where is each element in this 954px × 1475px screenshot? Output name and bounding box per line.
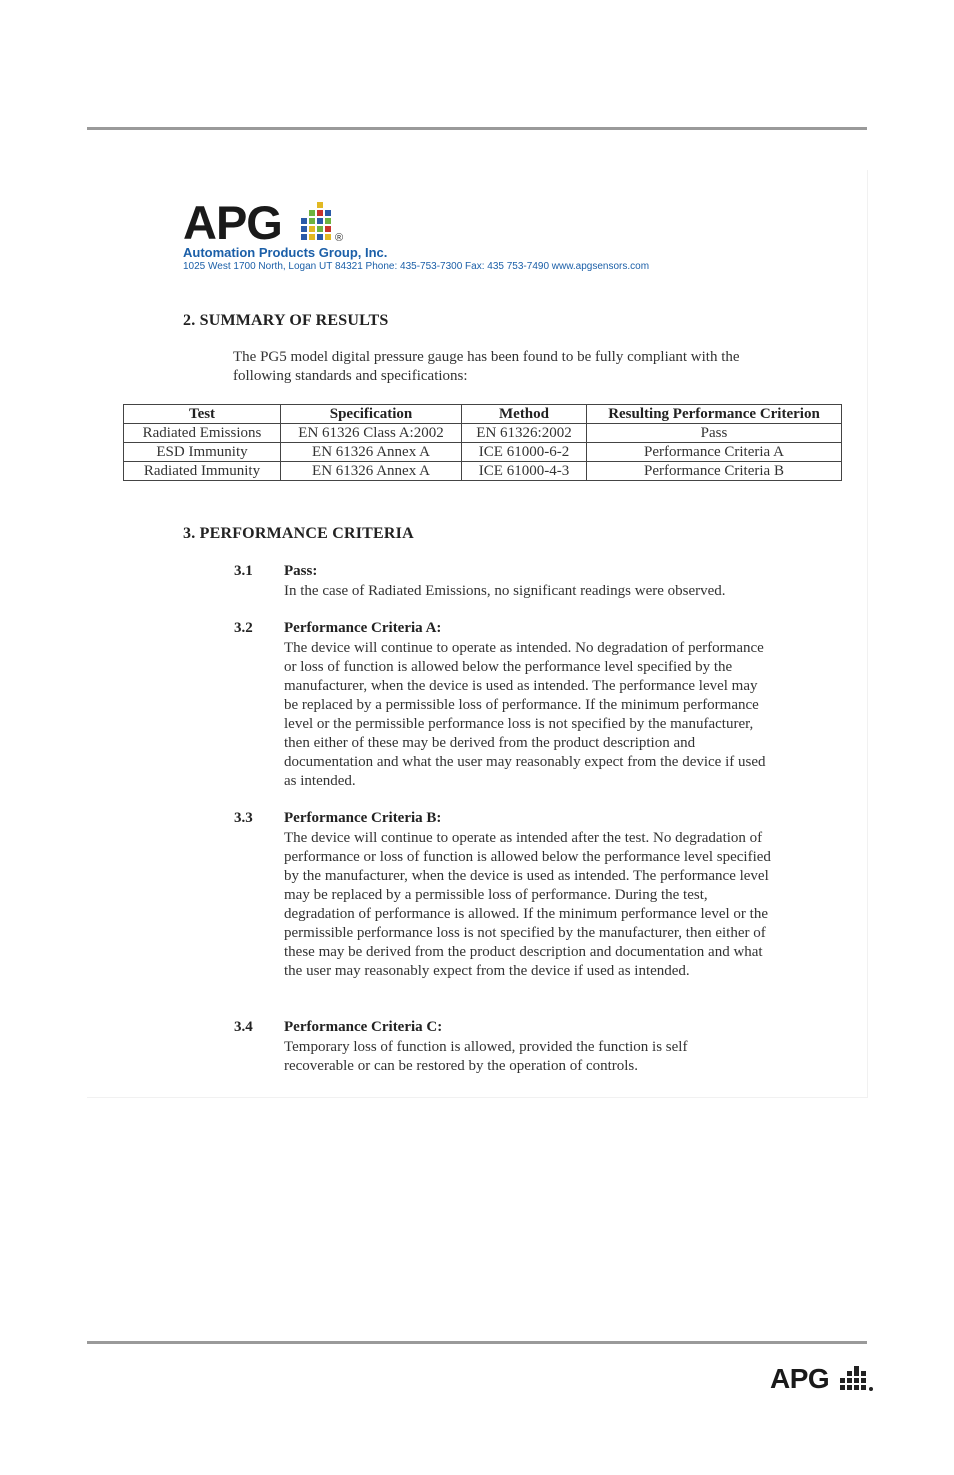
column-header: Method xyxy=(462,405,587,424)
item-number: 3.4 xyxy=(234,1019,253,1035)
apg-letterhead xyxy=(183,198,703,276)
item-body: Temporary loss of function is allowed, provided the function is self recoverable or can be restored by the operation of controls. xyxy=(284,1039,688,1074)
table-cell: ICE 61000-6-2 xyxy=(462,443,587,462)
item-body: In the case of Radiated Emissions, no significant readings were observed. xyxy=(284,583,726,599)
results-table xyxy=(123,404,842,481)
item-body: The device will continue to operate as intended after the test. No degradation of performance or loss of function is allowed below the performance level specified by the manufacturer, when the device is used as intended. The performance level may be replaced by a permissible loss of performance. During the test, degradation of performance is allowed. If the minimum performance level or the permissible performance loss is not specified by the manufacturer, then either of these may be derived from the product description and documentation and what the user may reasonably expect from the device if used as intended. xyxy=(284,830,771,979)
table-cell: EN 61326 Annex A xyxy=(281,462,462,481)
table-cell: Performance Criteria A xyxy=(587,443,842,462)
table-cell: EN 61326 Annex A xyxy=(281,443,462,462)
table-cell: Radiated Emissions xyxy=(124,424,281,443)
column-header: Specification xyxy=(281,405,462,424)
section-2-heading: 2. SUMMARY OF RESULTS xyxy=(183,312,389,329)
item-title: Performance Criteria C: xyxy=(284,1019,443,1035)
top-rule xyxy=(87,127,867,130)
registered-mark: ® xyxy=(335,232,344,244)
section-2-intro: The PG5 model digital pressure gauge has been found to be fully compliant with the following standards and specifications: xyxy=(233,349,740,384)
company-address: 1025 West 1700 North, Logan UT 84321 Phone: 435-753-7300 Fax: 435 753-7490 www.apgsensors.com xyxy=(183,261,650,272)
item-number: 3.2 xyxy=(234,620,253,636)
company-name: Automation Products Group, Inc. xyxy=(183,245,388,260)
item-title: Performance Criteria B: xyxy=(284,810,442,826)
table-cell: Radiated Immunity xyxy=(124,462,281,481)
section-3-heading: 3. PERFORMANCE CRITERIA xyxy=(183,525,414,542)
apg-logo-grid-icon xyxy=(301,202,335,242)
table-cell: ESD Immunity xyxy=(124,443,281,462)
table-row xyxy=(124,462,842,481)
scanned-page xyxy=(87,170,868,1098)
apg-logo-wordmark: APG xyxy=(183,196,282,249)
table-cell: Pass xyxy=(587,424,842,443)
table-cell: EN 61326 Class A:2002 xyxy=(281,424,462,443)
footer-logo-grid-icon xyxy=(840,1366,874,1394)
item-body: The device will continue to operate as intended. No degradation of performance or loss of function is allowed below the performance level specified by the manufacturer, when the device is used as intended. The performance level may be replaced by a permissible loss of performance. If the minimum performance level or the permissible performance loss is not specified by the manufacturer, then either of these may be derived from the product description and documentation and what the user may reasonably expect from the device if used as intended. xyxy=(284,640,766,789)
footer-logo-wordmark: APG xyxy=(770,1363,830,1394)
table-row xyxy=(124,443,842,462)
item-title: Pass: xyxy=(284,563,318,579)
item-title: Performance Criteria A: xyxy=(284,620,442,636)
bottom-rule xyxy=(87,1341,867,1344)
column-header: Test xyxy=(124,405,281,424)
item-number: 3.1 xyxy=(234,563,253,579)
column-header: Resulting Performance Criterion xyxy=(587,405,842,424)
table-cell: ICE 61000-4-3 xyxy=(462,462,587,481)
item-number: 3.3 xyxy=(234,810,253,826)
table-cell: Performance Criteria B xyxy=(587,462,842,481)
table-header-row xyxy=(124,405,842,424)
table-row xyxy=(124,424,842,443)
table-cell: EN 61326:2002 xyxy=(462,424,587,443)
